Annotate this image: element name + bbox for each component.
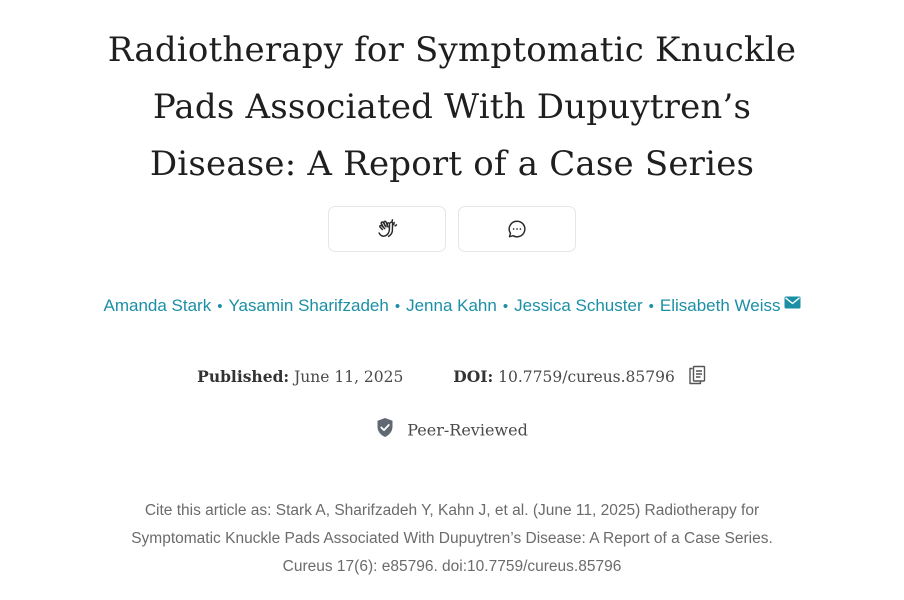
author-link[interactable]: Elisabeth Weiss <box>659 296 781 315</box>
author-link[interactable]: Yasamin Sharifzadeh <box>228 296 389 315</box>
title-line: Radiotherapy for Symptomatic Knuckle <box>107 30 797 70</box>
article-title <box>0 0 904 193</box>
comment-bubble-icon <box>506 218 528 240</box>
author-separator: • <box>217 298 223 315</box>
author-link[interactable]: Jessica Schuster <box>514 296 643 315</box>
citation-line: Cureus 17(6): e85796. doi:10.7759/cureus.85796 <box>282 558 622 575</box>
author-separator: • <box>502 298 509 315</box>
author-link[interactable]: Jenna Kahn <box>406 296 497 315</box>
author-list <box>0 296 904 316</box>
published-date: June 11, 2025 <box>294 368 404 386</box>
title-line: Pads Associated With Dupuytren’s <box>152 87 752 127</box>
published-label: Published: <box>197 367 290 386</box>
clapping-hands-icon <box>376 218 398 240</box>
citation-block <box>20 497 884 581</box>
appreciate-button[interactable] <box>328 206 446 252</box>
author-separator: • <box>394 298 401 315</box>
author-separator: • <box>648 298 654 315</box>
shield-check-icon <box>376 417 394 442</box>
copy-icon[interactable] <box>688 365 707 389</box>
peer-reviewed-label: Peer-Reviewed <box>407 420 528 440</box>
author-link[interactable]: Amanda Stark <box>103 296 212 315</box>
peer-reviewed-badge <box>0 420 904 442</box>
citation-line: Cite this article as: Stark A, Sharifzadeh Y, Kahn J, et al. (June 11, 2025) Radiotherapy for <box>144 502 760 519</box>
title-line: Disease: A Report of a Case Series <box>149 144 755 184</box>
article-actions <box>0 206 904 252</box>
doi-label: DOI: <box>453 367 494 386</box>
comment-button[interactable] <box>458 206 576 252</box>
publication-meta <box>0 367 904 389</box>
doi-value[interactable]: 10.7759/cureus.85796 <box>498 368 675 386</box>
envelope-icon[interactable] <box>784 294 801 314</box>
citation-line: Symptomatic Knuckle Pads Associated With Dupuytren’s Disease: A Report of a Case Series. <box>131 530 773 547</box>
